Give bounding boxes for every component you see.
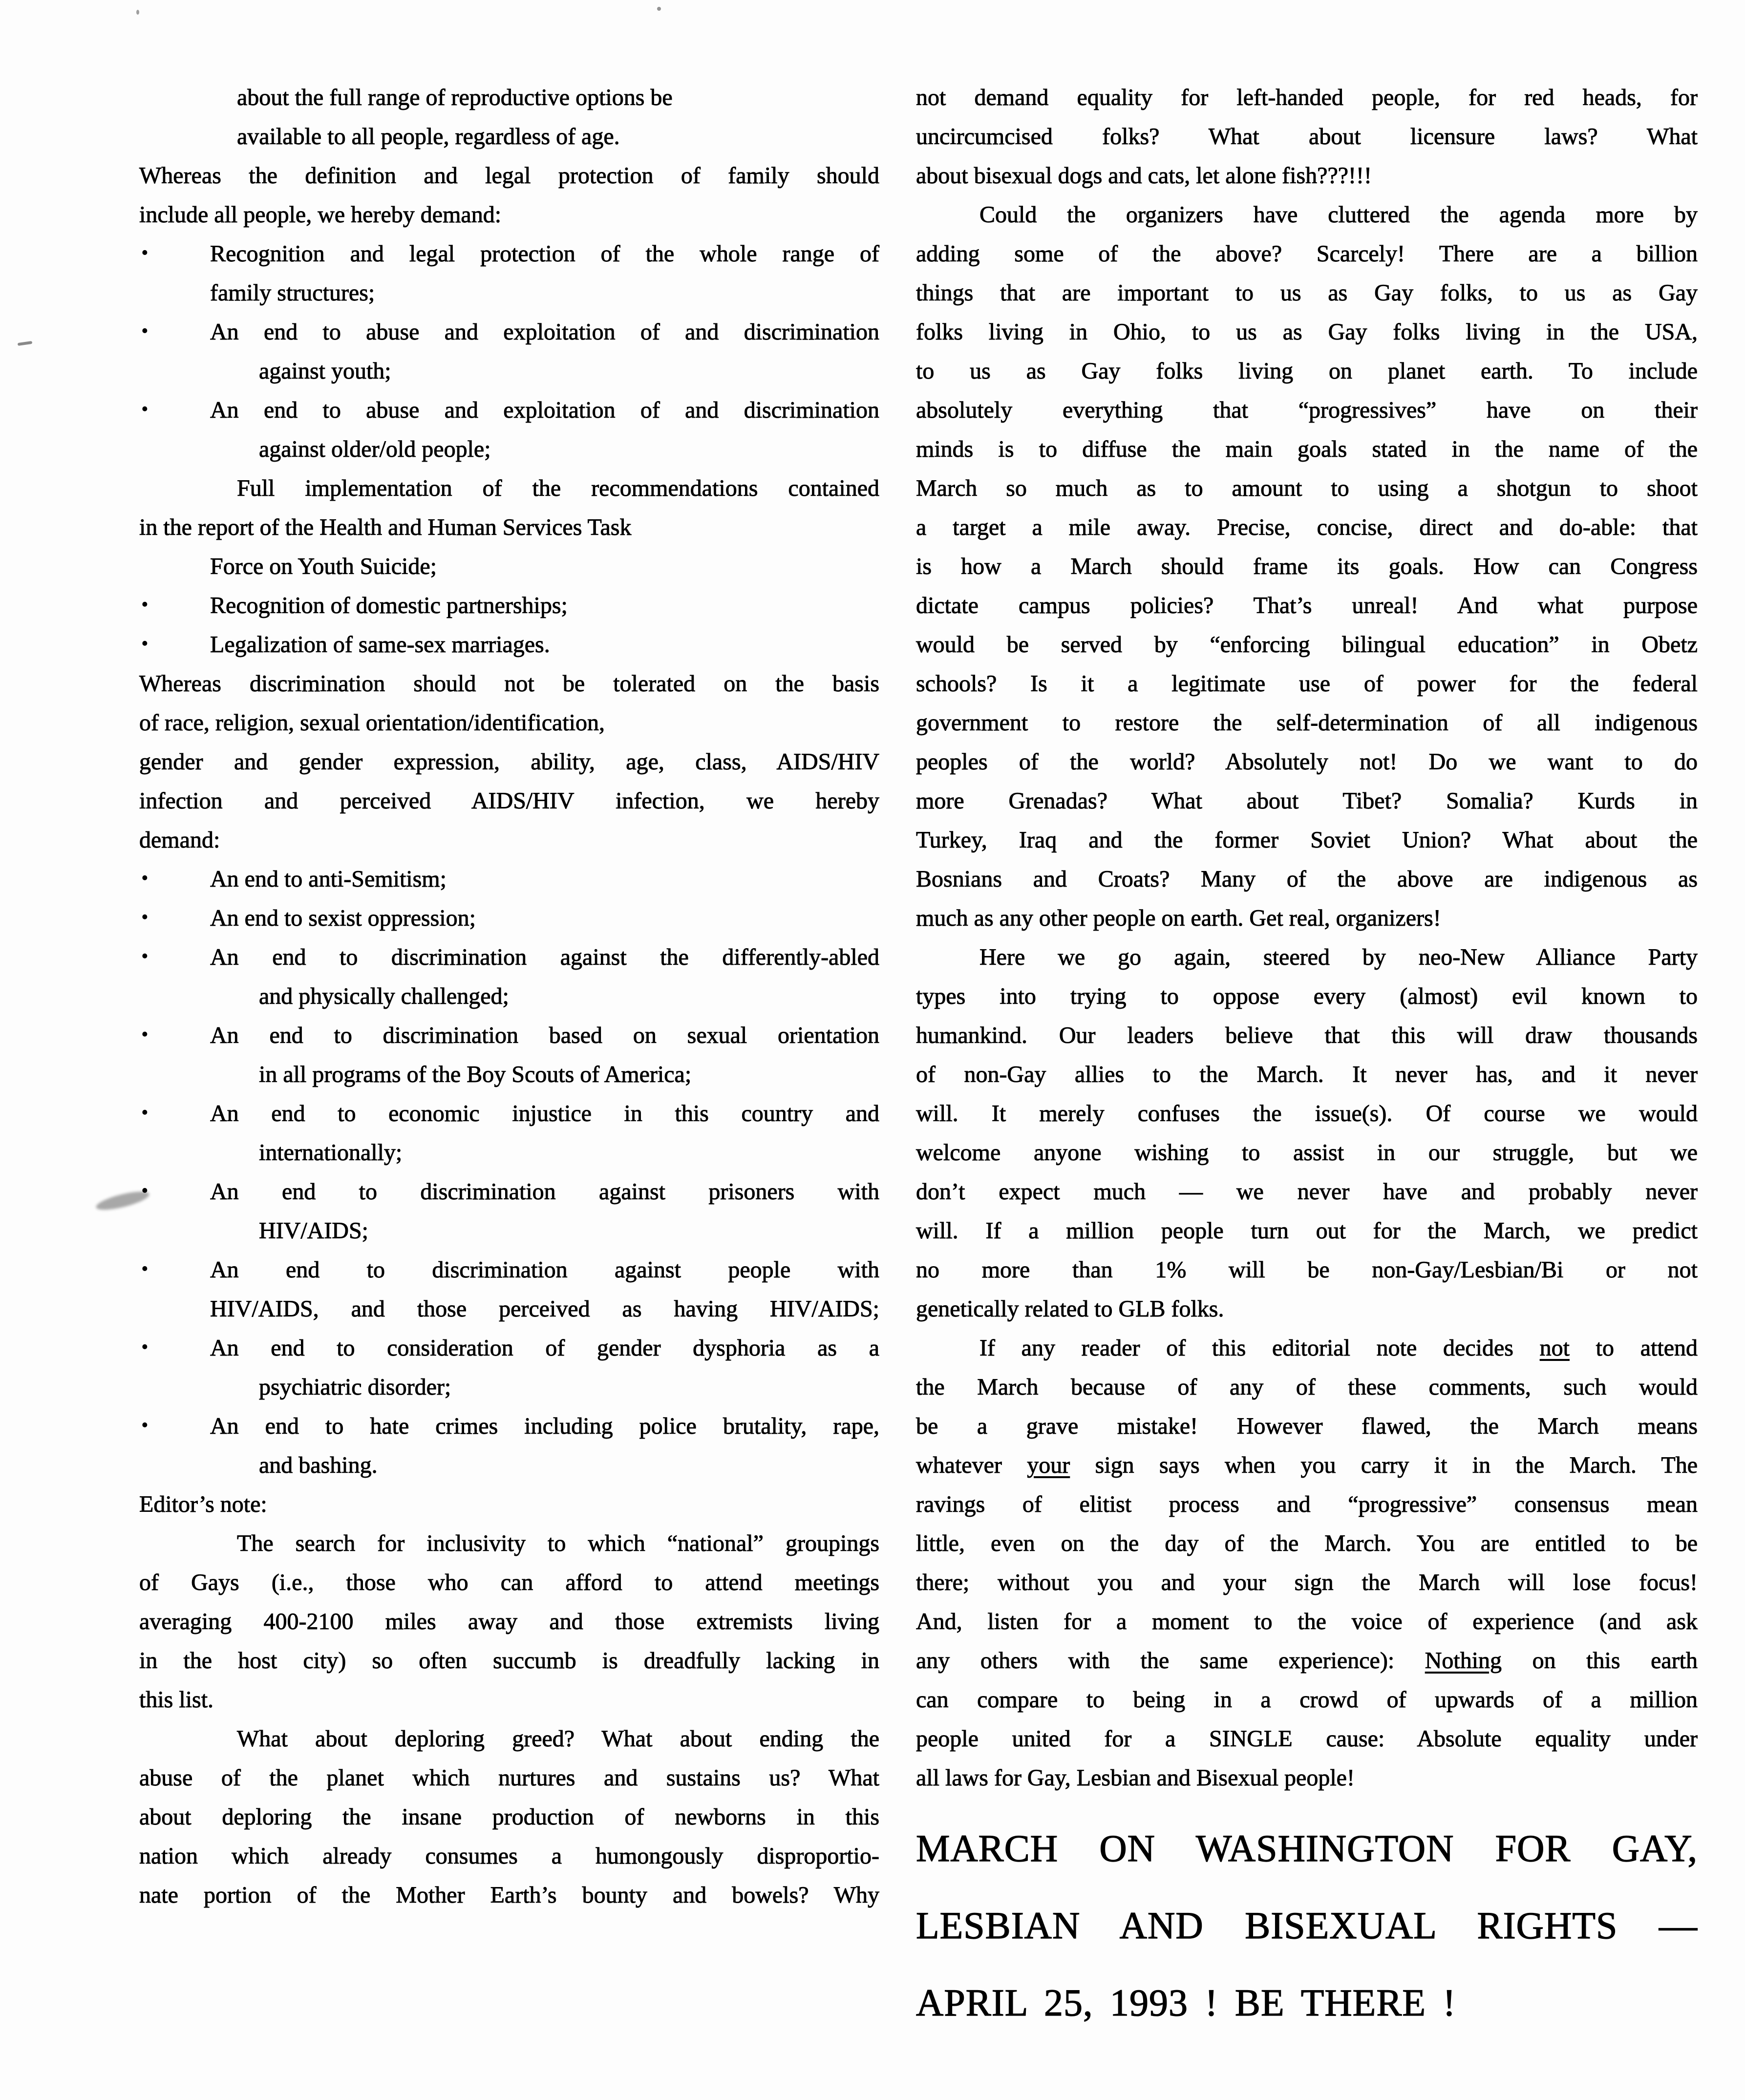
text-segment: HIV/AIDS; (259, 1218, 368, 1244)
text-segment: available to all people, regardless of age. (237, 124, 620, 149)
text-segment: any others with the same experience): (916, 1648, 1425, 1674)
text-segment: people united for a SINGLE cause: Absolute equality under (916, 1726, 1698, 1752)
text-segment: MARCH ON WASHINGTON FOR GAY, (916, 1827, 1698, 1869)
text-segment: more Grenadas? What about Tibet? Somalia? Kurds in (916, 788, 1698, 814)
text-segment: Could the organizers have cluttered the agenda more by (979, 202, 1698, 228)
text-line (139, 1094, 879, 1133)
text-segment: ravings of elitist process and “progressive” consensus mean (916, 1491, 1698, 1517)
text-line (139, 313, 879, 352)
text-line (139, 274, 879, 313)
text-line (139, 391, 879, 430)
heading-line (916, 1810, 1698, 1887)
text-line (916, 1290, 1698, 1329)
text-segment: not demand equality for left-handed people, for red heads, for (916, 85, 1698, 110)
text-segment: in the host city) so often succumb is dreadfully lacking in (139, 1648, 879, 1674)
text-segment: Force on Youth Suicide; (210, 553, 437, 579)
text-line (916, 117, 1698, 156)
text-line (916, 703, 1698, 742)
text-line (139, 1211, 879, 1251)
text-line (139, 977, 879, 1016)
text-line (139, 508, 879, 547)
text-line (139, 1876, 879, 1915)
text-line (916, 1446, 1698, 1485)
text-segment: and physically challenged; (259, 983, 509, 1009)
text-line (916, 1524, 1698, 1563)
bullet-marker: • (141, 906, 149, 929)
text-line (139, 1680, 879, 1719)
text-segment: internationally; (259, 1140, 403, 1166)
text-segment: in all programs of the Boy Scouts of America; (259, 1061, 692, 1087)
text-line (139, 1837, 879, 1876)
text-line (139, 1368, 879, 1407)
bullet-marker: • (141, 867, 149, 890)
text-segment: of Gays (i.e., those who can afford to attend meetings (139, 1570, 879, 1595)
text-line (916, 274, 1698, 313)
text-segment: And, listen for a moment to the voice of experience (and ask (916, 1609, 1698, 1634)
text-line (139, 782, 879, 821)
text-segment: nate portion of the Mother Earth’s bounty and bowels? Why (139, 1882, 879, 1908)
text-line (916, 430, 1698, 469)
text-segment: government to restore the self-determination of all indigenous (916, 710, 1698, 736)
text-segment: about bisexual dogs and cats, let alone fish???!!! (916, 163, 1372, 189)
text-segment: An end to hate crimes including police brutality, rape, (210, 1413, 879, 1439)
text-line (139, 1016, 879, 1055)
text-line (916, 156, 1698, 195)
text-line (916, 1719, 1698, 1759)
text-segment: gender and gender expression, ability, age, class, AIDS/HIV (139, 749, 879, 775)
text-segment: of race, religion, sexual orientation/identification, (139, 710, 605, 736)
text-segment: against older/old people; (259, 436, 491, 462)
bullet-marker: • (141, 1180, 149, 1202)
underlined-text: Nothing (1425, 1648, 1502, 1674)
text-segment: An end to anti-Semitism; (210, 866, 447, 892)
text-line (139, 860, 879, 899)
text-line (139, 156, 879, 195)
text-segment: there; without you and your sign the March will lose focus! (916, 1570, 1698, 1595)
text-segment: include all people, we hereby demand: (139, 202, 502, 228)
text-line (916, 899, 1698, 938)
text-line (916, 234, 1698, 274)
text-line (916, 78, 1698, 117)
text-segment: about the full range of reproductive options be (237, 85, 673, 110)
march-announcement-heading (916, 1810, 1698, 2041)
bullet-marker: • (141, 1102, 149, 1124)
bullet-marker: • (141, 633, 149, 655)
text-line (916, 1641, 1698, 1680)
text-line (916, 977, 1698, 1016)
text-line (916, 664, 1698, 703)
text-line (916, 742, 1698, 782)
text-segment: against youth; (259, 358, 391, 384)
text-segment: An end to abuse and exploitation of and discrimination (210, 397, 879, 423)
text-segment: If any reader of this editorial note decides (979, 1335, 1540, 1361)
text-line (916, 391, 1698, 430)
text-segment: to us as Gay folks living on planet earth. To include (916, 358, 1698, 384)
text-segment: dictate campus policies? That’s unreal! And what purpose (916, 593, 1698, 618)
text-segment: Here we go again, steered by neo-New Alliance Party (979, 944, 1698, 970)
scan-artifact-speck (136, 10, 139, 15)
text-segment: family structures; (210, 280, 375, 306)
text-segment: much as any other people on earth. Get real, organizers! (916, 905, 1441, 931)
text-line (139, 899, 879, 938)
text-line (916, 195, 1698, 234)
text-line (139, 1407, 879, 1446)
text-line (916, 1680, 1698, 1719)
text-line (916, 508, 1698, 547)
text-line (916, 586, 1698, 625)
text-segment: An end to discrimination against people with (210, 1257, 879, 1283)
text-segment: Recognition of domestic partnerships; (210, 593, 568, 618)
text-line (139, 586, 879, 625)
text-line (916, 1329, 1698, 1368)
text-segment: little, even on the day of the March. You are entitled to be (916, 1530, 1698, 1556)
text-segment: Whereas discrimination should not be tolerated on the basis (139, 671, 879, 697)
text-line (139, 1798, 879, 1837)
text-line (139, 195, 879, 234)
text-segment: LESBIAN AND BISEXUAL RIGHTS — (916, 1904, 1698, 1947)
text-line (916, 1016, 1698, 1055)
text-line (916, 547, 1698, 586)
bullet-marker: • (141, 594, 149, 616)
text-segment: infection and perceived AIDS/HIV infection, we hereby (139, 788, 879, 814)
text-segment: and bashing. (259, 1452, 378, 1478)
text-segment: whatever (916, 1452, 1027, 1478)
right-column (916, 78, 1698, 1798)
text-segment: all laws for Gay, Lesbian and Bisexual people! (916, 1765, 1355, 1791)
text-segment: to attend (1569, 1335, 1698, 1361)
text-segment: An end to discrimination based on sexual orientation (210, 1022, 879, 1048)
text-segment: absolutely everything that “progressives” have on their (916, 397, 1698, 423)
text-line (139, 1563, 879, 1602)
text-segment: An end to economic injustice in this country and (210, 1101, 879, 1126)
scan-artifact-speck (657, 7, 661, 11)
text-line (139, 1251, 879, 1290)
text-line (139, 1719, 879, 1759)
text-segment: averaging 400-2100 miles away and those extremists living (139, 1609, 879, 1634)
text-line (916, 1563, 1698, 1602)
text-line (139, 1055, 879, 1094)
text-segment: An end to sexist oppression; (210, 905, 476, 931)
bullet-marker: • (141, 1258, 149, 1280)
text-line (916, 1368, 1698, 1407)
text-segment: in the report of the Health and Human Services Task (139, 514, 632, 540)
text-line (916, 625, 1698, 664)
text-segment: APRIL 25, 1993 ! BE THERE ! (916, 1981, 1456, 2024)
text-segment: is how a March should frame its goals. How can Congress (916, 553, 1698, 579)
text-line (139, 1133, 879, 1172)
text-segment: types into trying to oppose every (almost) evil known to (916, 983, 1698, 1009)
text-segment: The search for inclusivity to which “national” groupings (237, 1530, 879, 1556)
text-line (916, 782, 1698, 821)
text-segment: things that are important to us as Gay folks, to us as Gay (916, 280, 1698, 306)
bullet-marker: • (141, 945, 149, 968)
text-segment: will. It merely confuses the issue(s). Of course we would (916, 1101, 1698, 1126)
underlined-text: not (1539, 1335, 1570, 1361)
text-segment: sign says when you carry it in the March. The (1070, 1452, 1698, 1478)
text-segment: peoples of the world? Absolutely not! Do we want to do (916, 749, 1698, 775)
text-line (916, 1094, 1698, 1133)
text-line (139, 821, 879, 860)
text-segment: genetically related to GLB folks. (916, 1296, 1224, 1322)
text-line (916, 469, 1698, 508)
text-line (916, 1759, 1698, 1798)
text-segment: uncircumcised folks? What about licensure laws? What (916, 124, 1698, 149)
text-line (139, 1524, 879, 1563)
heading-line (916, 1964, 1698, 2041)
text-segment: March so much as to amount to using a shotgun to shoot (916, 475, 1698, 501)
text-line (139, 1485, 879, 1524)
text-line (916, 1172, 1698, 1211)
text-segment: What about deploring greed? What about ending the (237, 1726, 879, 1752)
text-segment: adding some of the above? Scarcely! There are a billion (916, 241, 1698, 267)
text-segment: nation which already consumes a humongously disproportio- (139, 1843, 879, 1869)
text-line (139, 352, 879, 391)
text-segment: would be served by “enforcing bilingual education” in Obetz (916, 632, 1698, 658)
text-segment: don’t expect much — we never have and probably never (916, 1179, 1698, 1205)
text-segment: a target a mile away. Precise, concise, direct and do-able: that (916, 514, 1698, 540)
text-line (916, 860, 1698, 899)
underlined-text: your (1027, 1452, 1070, 1478)
text-segment: Legalization of same-sex marriages. (210, 632, 550, 658)
text-segment: An end to discrimination against the differently-abled (210, 944, 879, 970)
text-segment: minds is to diffuse the main goals stated in the name of the (916, 436, 1698, 462)
text-segment: can compare to being in a crowd of upwards of a million (916, 1687, 1698, 1713)
text-segment: Bosnians and Croats? Many of the above are indigenous as (916, 866, 1698, 892)
text-segment: Editor’s note: (139, 1491, 267, 1517)
text-line (139, 1446, 879, 1485)
text-line (139, 117, 879, 156)
bullet-marker: • (141, 242, 149, 264)
text-segment: the March because of any of these comments, such would (916, 1374, 1698, 1400)
heading-line (916, 1887, 1698, 1964)
text-line (139, 78, 879, 117)
text-line (139, 1641, 879, 1680)
text-segment: schools? Is it a legitimate use of power for the federal (916, 671, 1698, 697)
text-line (916, 938, 1698, 977)
text-line (916, 1211, 1698, 1251)
text-segment: Full implementation of the recommendations contained (237, 475, 879, 501)
text-line (916, 313, 1698, 352)
text-line (139, 1602, 879, 1641)
text-segment: welcome anyone wishing to assist in our struggle, but we (916, 1140, 1698, 1166)
text-segment: Recognition and legal protection of the whole range of (210, 241, 879, 267)
text-line (916, 1133, 1698, 1172)
bullet-marker: • (141, 398, 149, 421)
text-segment: will. If a million people turn out for the March, we predict (916, 1218, 1698, 1244)
text-line (139, 1759, 879, 1798)
text-segment: An end to abuse and exploitation of and discrimination (210, 319, 879, 345)
text-segment: HIV/AIDS, and those perceived as having HIV/AIDS; (210, 1296, 879, 1322)
text-line (916, 1055, 1698, 1094)
text-line (139, 664, 879, 703)
text-segment: humankind. Our leaders believe that this will draw thousands (916, 1022, 1698, 1048)
text-segment: Whereas the definition and legal protection of family should (139, 163, 879, 189)
text-segment: psychiatric disorder; (259, 1374, 451, 1400)
text-line (139, 547, 879, 586)
text-segment: folks living in Ohio, to us as Gay folks living in the USA, (916, 319, 1698, 345)
left-column (139, 78, 879, 1915)
text-segment: about deploring the insane production of newborns in this (139, 1804, 879, 1830)
scan-artifact-dash (18, 341, 33, 346)
text-line (139, 938, 879, 977)
bullet-marker: • (141, 320, 149, 342)
bullet-marker: • (141, 1414, 149, 1437)
text-segment: demand: (139, 827, 220, 853)
text-line (139, 625, 879, 664)
text-line (916, 1602, 1698, 1641)
text-segment: of non-Gay allies to the March. It never has, and it never (916, 1061, 1698, 1087)
text-segment: An end to consideration of gender dysphoria as a (210, 1335, 879, 1361)
bullet-marker: • (141, 1336, 149, 1358)
text-line (139, 430, 879, 469)
text-line (139, 742, 879, 782)
text-line (139, 703, 879, 742)
text-line (916, 352, 1698, 391)
text-segment: this list. (139, 1687, 214, 1713)
text-line (916, 1485, 1698, 1524)
text-line (139, 469, 879, 508)
text-segment: be a grave mistake! However flawed, the March means (916, 1413, 1698, 1439)
bullet-marker: • (141, 1023, 149, 1046)
text-line (139, 1172, 879, 1211)
text-line (916, 821, 1698, 860)
text-line (916, 1251, 1698, 1290)
text-segment: on this earth (1502, 1648, 1698, 1674)
text-line (139, 1329, 879, 1368)
text-segment: no more than 1% will be non-Gay/Lesbian/Bi or not (916, 1257, 1698, 1283)
text-line (916, 1407, 1698, 1446)
text-segment: Turkey, Iraq and the former Soviet Union? What about the (916, 827, 1698, 853)
text-segment: An end to discrimination against prisoners with (210, 1179, 879, 1205)
text-line (139, 1290, 879, 1329)
text-segment: abuse of the planet which nurtures and sustains us? What (139, 1765, 879, 1791)
text-line (139, 234, 879, 274)
